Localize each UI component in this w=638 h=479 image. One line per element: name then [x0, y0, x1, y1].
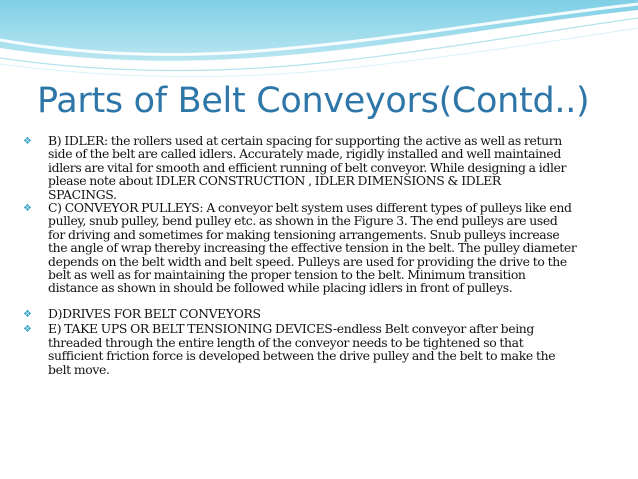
bullet-text [48, 134, 622, 201]
bullet-line: B) IDLER: the rollers used at certain spacing for supporting the active as well as return [48, 133, 562, 148]
slide-title: Parts of Belt Conveyors(Contd..) [37, 81, 590, 121]
bullet-line: belt as well as for maintaining the proper tension to the belt. Minimum transition [48, 267, 526, 283]
bullet-line: distance as shown in should be followed while placing idlers in front of pulleys. [48, 280, 513, 296]
bullet-line: the angle of wrap thereby increasing the effective tension in the belt. The pulley diameter [48, 240, 577, 256]
bullet-line: please note about IDLER CONSTRUCTION , IDLER DIMENSIONS & IDLER [48, 173, 501, 189]
bullet-item [22, 201, 622, 295]
bullet-line: C) CONVEYOR PULLEYS: A conveyor belt system uses different types of pulleys like end [48, 200, 572, 216]
bullet-item [22, 134, 622, 201]
bullet-text [48, 322, 622, 376]
bullet-text [48, 201, 622, 295]
bullet-line: sufficient friction force is developed between the drive pulley and the belt to make the [48, 348, 556, 364]
bullet-list [22, 134, 622, 376]
bullet-line: idlers are vital for smooth and efficient running of belt conveyor. While designing a idler [48, 159, 567, 175]
bullet-line: E) TAKE UPS OR BELT TENSIONING DEVICES-endless Belt conveyor after being [48, 321, 535, 337]
diamond-bullet-icon: ❖ [23, 136, 32, 147]
bullet-line: D)DRIVES FOR BELT CONVEYORS [48, 305, 261, 321]
bullet-line: belt move. [48, 361, 110, 377]
bullet-line: side of the belt are called idlers. Accurately made, rigidly installed and well maintained [48, 146, 561, 162]
bullet-line: depends on the belt width and belt speed. Pulleys are used for providing the drive to the [48, 253, 567, 269]
diamond-bullet-icon: ❖ [23, 203, 32, 215]
bullet-item [22, 322, 622, 376]
bullet-item [22, 307, 622, 320]
bullet-line: for driving and sometimes for making tensioning arrangements. Snub pulleys increase [48, 226, 560, 242]
bullet-line: threaded through the entire length of the conveyor needs to be tightened so that [48, 334, 524, 350]
bullet-text [48, 307, 622, 320]
diamond-bullet-icon: ❖ [23, 324, 32, 336]
bullet-line: SPACINGS. [48, 186, 117, 202]
bullet-line: pulley, snub pulley, bend pulley etc. as shown in the Figure 3. The end pulleys are used [48, 213, 558, 229]
diamond-bullet-icon: ❖ [23, 308, 32, 320]
